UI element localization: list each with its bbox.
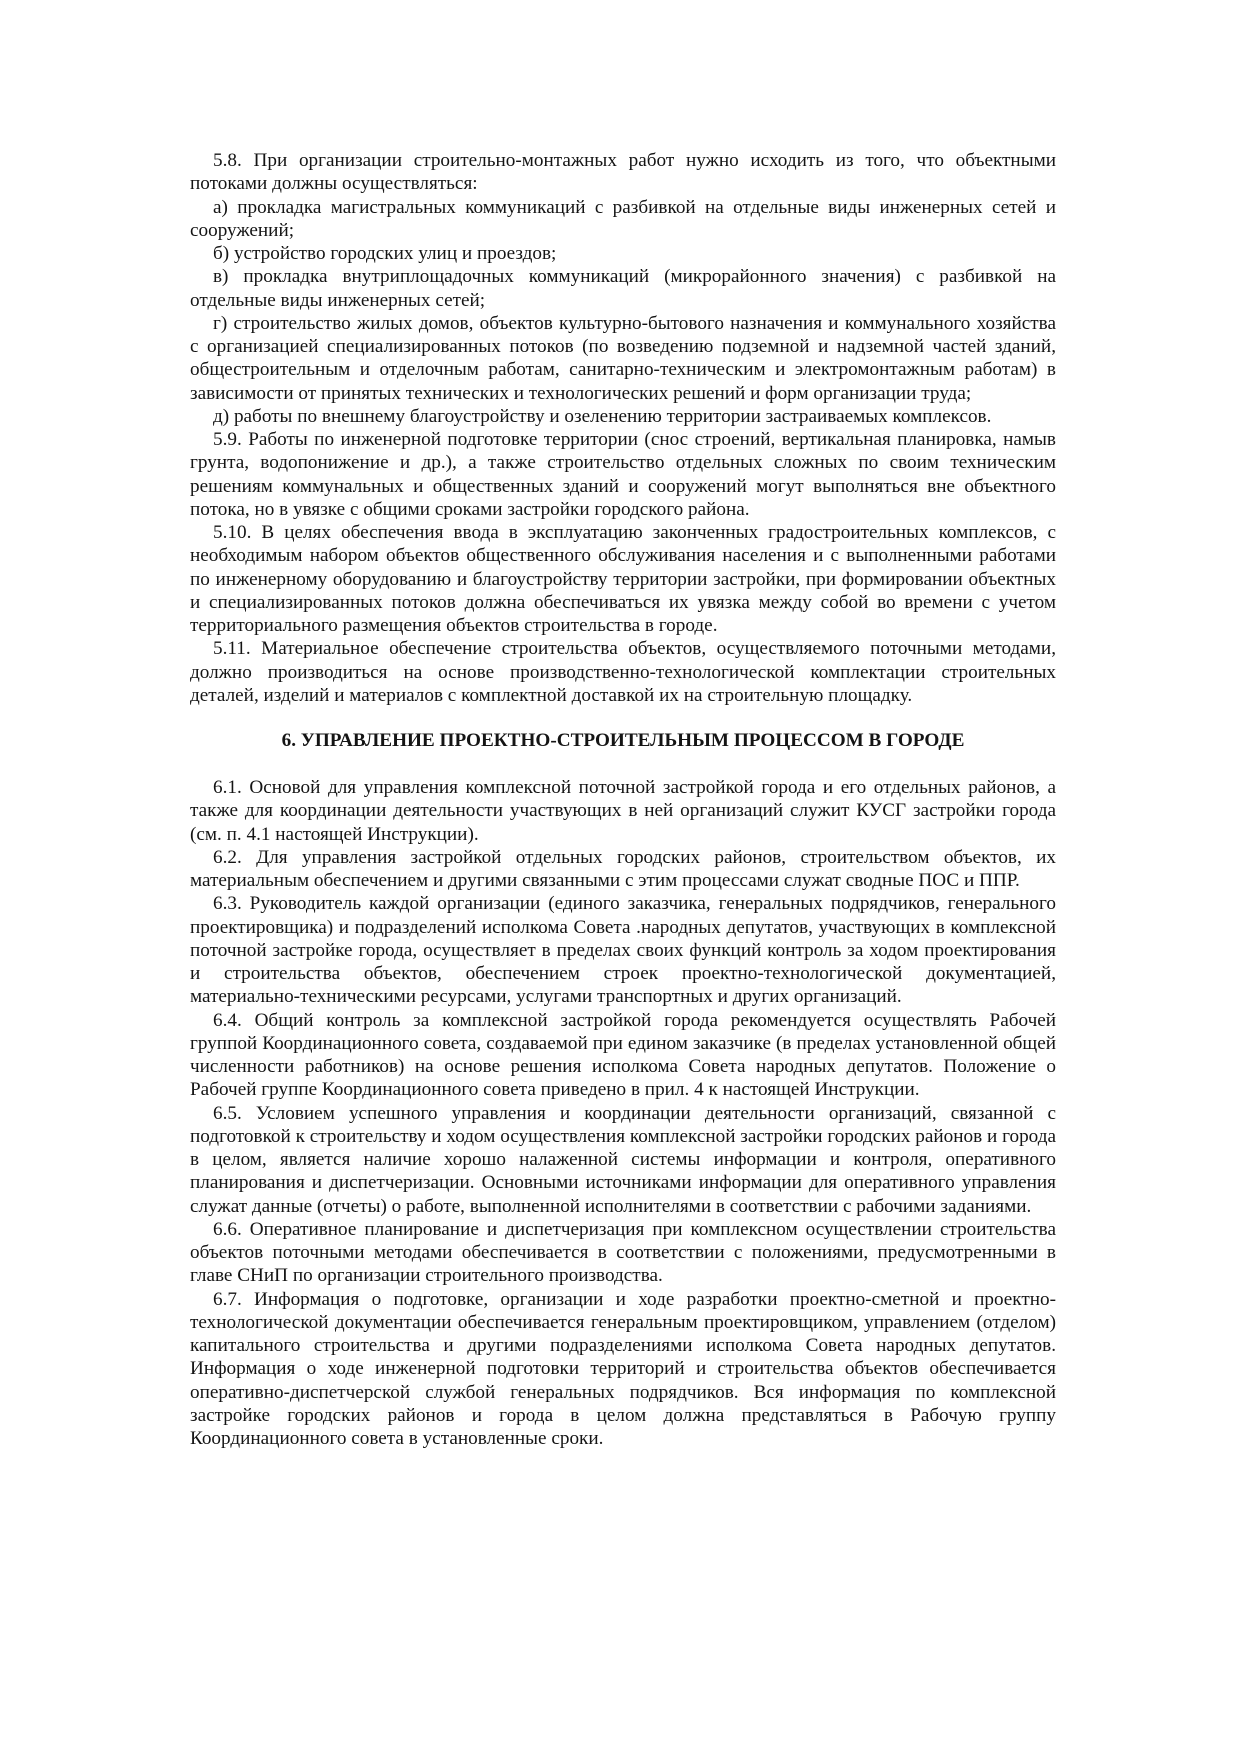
paragraph-5-11: 5.11. Материальное обеспечение строительства объектов, осуществляемого поточными методами, должно производиться на основе производственно-технологической комплектации строительных деталей, изделий и материалов с комплектной доставкой их на строительную площадку.: [190, 638, 1056, 706]
paragraph-5-9: 5.9. Работы по инженерной подготовке территории (снос строений, вертикальная планировка, намыв грунта, водопонижение и др.), а также строительство отдельных сложных по своим техническим решениям коммунальных и общественных зданий и сооружений могут выполняться вне объектного потока, но в увязке с общими сроками застройки городского района.: [190, 429, 1056, 520]
list-item-5-8-g: г) строительство жилых домов, объектов культурно-бытового назначения и коммунального хозяйства с организацией специализированных потоков (по возведению подземной и надземной частей зданий, общестроительным и отделочным работам, санитарно-техническим и электромонтажным работам) в зависимости от принятых технических и технологических решений и форм организации труда;: [190, 312, 1056, 404]
document-page: [190, 149, 1056, 1450]
list-item-5-8-a: а) прокладка магистральных коммуникаций с разбивкой на отдельные виды инженерных сетей и сооружений;: [190, 196, 1056, 241]
paragraph-6-1: 6.1. Основой для управления комплексной поточной застройкой города и его отдельных районов, а также для координации деятельности участвующих в ней организаций служит КУСГ застройки города (см. п. 4.1 настоящей Инструкции).: [190, 777, 1056, 845]
paragraph-6-4: 6.4. Общий контроль за комплексной застройкой города рекомендуется осуществлять Рабочей группой Координационного совета, создаваемой при едином заказчике (в пределах установленной общей численности работников) на основе решения исполкома Совета народных депутатов. Положение о Рабочей группе Координационного совета приведено в прил. 4 к настоящей Инструкции.: [190, 1009, 1056, 1101]
paragraph-6-5: 6.5. Условием успешного управления и координации деятельности организаций, связанной с подготовкой к строительству и ходом осуществления комплексной застройки городских районов и города в целом, является наличие хорошо налаженной системы информации и контроля, оперативного планирования и диспетчеризации. Основными источниками информации для оперативного управления служат данные (отчеты) о работе, выполненной исполнителями в соответствии с рабочими заданиями.: [190, 1102, 1056, 1217]
list-item-5-8-v: в) прокладка внутриплощадочных коммуникаций (микрорайонного значения) с разбивкой на отдельные виды инженерных сетей;: [190, 266, 1056, 311]
paragraph-6-7: 6.7. Информация о подготовке, организации и ходе разработки проектно-сметной и проектно-технологической документации обеспечивается генеральным проектировщиком, управлением (отделом) капитального строительства и другими подразделениями исполкома Совета народных депутатов. Информация о ходе инженерной подготовки территорий и строительства объектов обеспечивается оперативно-диспетчерской службой генеральных подрядчиков. Вся информация по комплексной застройке городских районов и города в целом должна представляться в Рабочую группу Координационного совета в установленные сроки.: [190, 1288, 1056, 1449]
paragraph-6-6: 6.6. Оперативное планирование и диспетчеризация при комплексном осуществлении строительства объектов поточными методами обеспечивается в соответствии с положениями, предусмотренными в главе СНиП по организации строительного производства.: [190, 1218, 1056, 1287]
paragraph-6-3: 6.3. Руководитель каждой организации (единого заказчика, генеральных подрядчиков, генерального проектировщика) и подразделений исполкома Совета .народных депутатов, участвующих в комплексной поточной застройке города, осуществляет в пределах своих функций контроль за ходом проектирования и строительства объектов, обеспечением строек проектно-технологической документацией, материально-техническими ресурсами, услугами транспортных и других организаций.: [190, 893, 1056, 1008]
list-item-5-8-b: б) устройство городских улиц и проездов;: [213, 243, 557, 264]
paragraph-5-8: 5.8. При организации строительно-монтажных работ нужно исходить из того, что объектными потоками должны осуществляться:: [190, 150, 1056, 195]
paragraph-5-10: 5.10. В целях обеспечения ввода в эксплуатацию законченных градостроительных комплексов, с необходимым набором объектов общественного обслуживания населения и с выполненными работами по инженерному оборудованию и благоустройству территории застройки, при формировании объектных и специализированных потоков должна обеспечиваться их увязка между собой во времени с учетом территориального размещения объектов строительства в городе.: [190, 522, 1056, 636]
list-item-5-8-d: д) работы по внешнему благоустройству и озеленению территории застраиваемых комплексов.: [213, 405, 992, 427]
paragraph-6-2: 6.2. Для управления застройкой отдельных городских районов, строительством объектов, их материальным обеспечением и другими связанными с этим процессами служат сводные ПОС и ППР.: [190, 846, 1056, 891]
section-6-heading: 6. УПРАВЛЕНИЕ ПРОЕКТНО-СТРОИТЕЛЬНЫМ ПРОЦЕССОМ В ГОРОДЕ: [281, 730, 965, 751]
